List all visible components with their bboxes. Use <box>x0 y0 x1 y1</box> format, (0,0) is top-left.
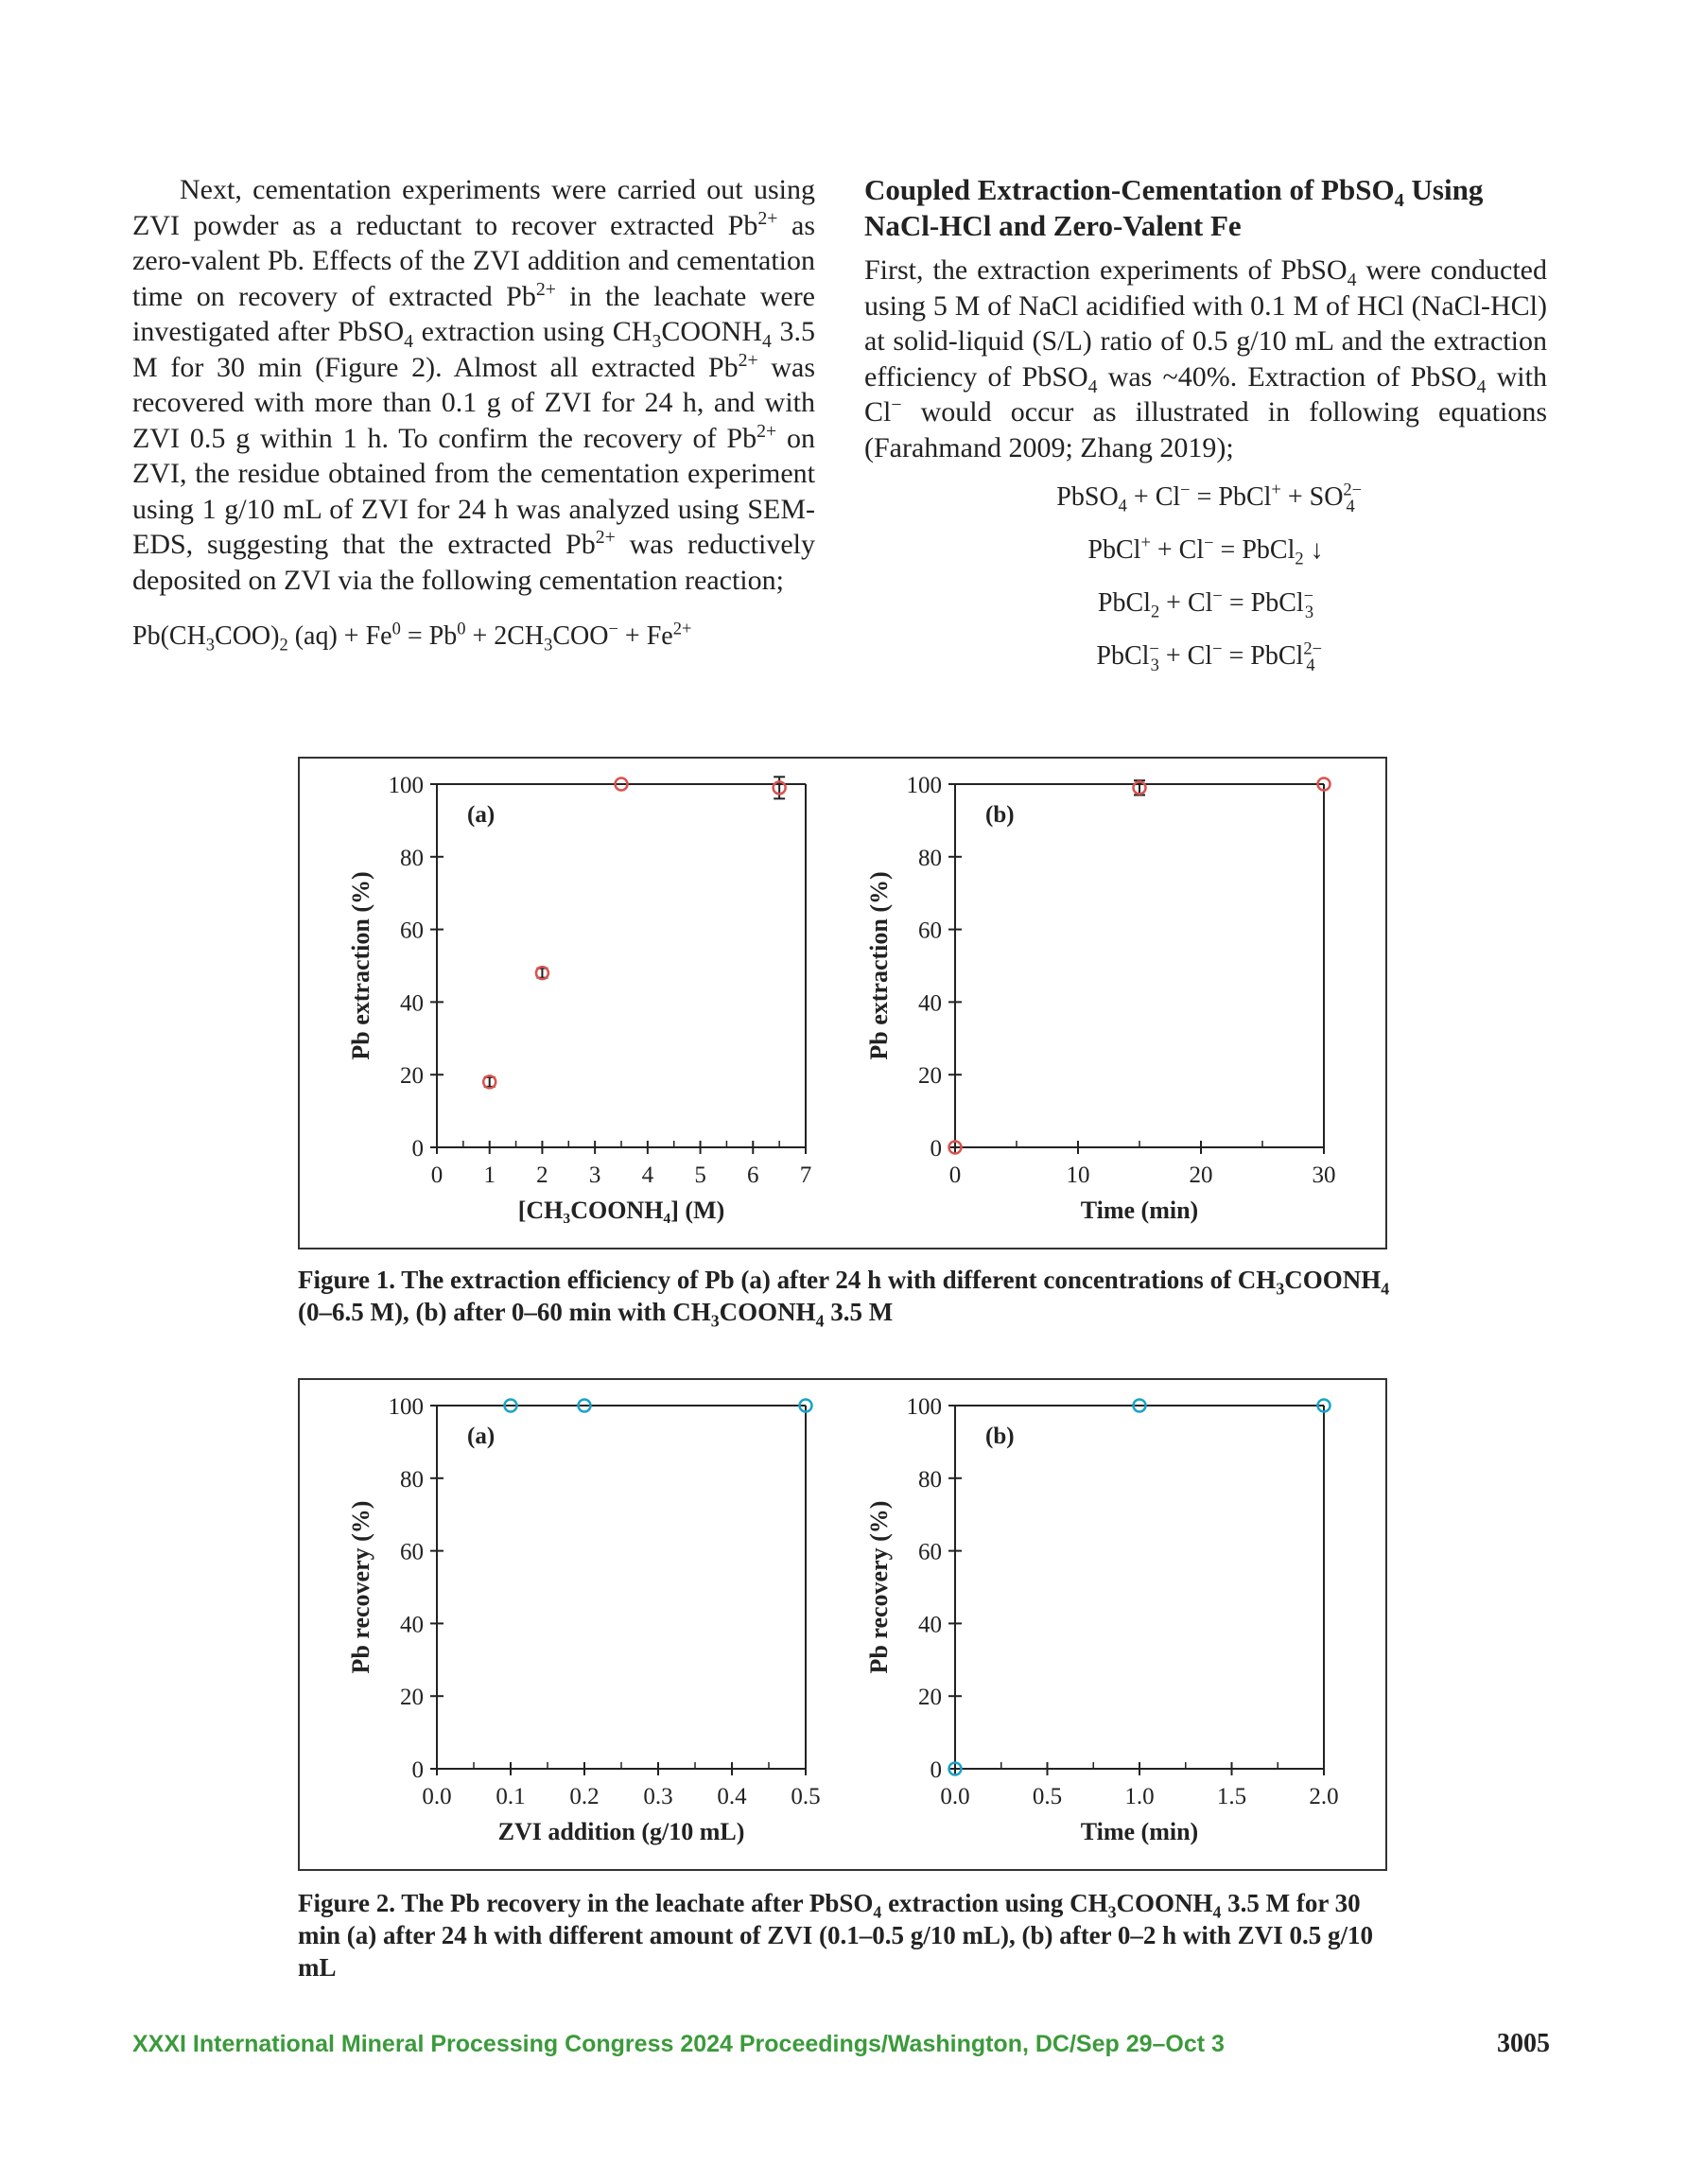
x-tick-label: 0.5 <box>1032 1784 1063 1809</box>
footer-proceedings: XXXI International Mineral Processing Congress 2024 Proceedings/Washington, DC/Sep 29–Oct 3 <box>132 2031 1225 2057</box>
right-column <box>864 172 1547 683</box>
panel-label: (a) <box>467 802 496 828</box>
y-tick-label: 80 <box>918 845 942 871</box>
chart-panel-fig2-a <box>347 1394 821 1845</box>
y-tick-label: 20 <box>918 1685 942 1711</box>
figure-1-charts <box>300 759 1385 1248</box>
y-tick-label: 60 <box>400 917 424 944</box>
y-tick-label: 80 <box>400 845 424 871</box>
x-tick-label: 0.3 <box>643 1784 673 1809</box>
x-tick-label: 2 <box>536 1162 548 1188</box>
panel-label: (b) <box>985 802 1015 828</box>
chart-panel-fig1-a <box>347 773 811 1224</box>
x-tick-label: 20 <box>1189 1162 1213 1188</box>
y-tick-label: 60 <box>918 917 942 944</box>
x-tick-label: 30 <box>1312 1162 1336 1188</box>
x-tick-label: 4 <box>641 1162 654 1188</box>
x-tick-label: 0.4 <box>717 1784 747 1809</box>
y-tick-label: 20 <box>918 1063 942 1090</box>
y-tick-label: 40 <box>918 1612 942 1638</box>
figure-1 <box>298 757 1387 1249</box>
x-tick-label: 1.0 <box>1124 1784 1155 1809</box>
y-axis-label: Pb extraction (%) <box>865 871 893 1060</box>
y-tick-label: 100 <box>906 1394 942 1420</box>
x-tick-label: 0.5 <box>791 1784 821 1809</box>
body-paragraph-cementation: Next, cementation experiments were carried out using ZVI powder as a reductant to recover extracted $Pb^{2+}$ as zero-valent Pb. Effects of the ZVI addition and cementation time on recovery of extracted $Pb^{2+}$ in the leachate were investigated after PbSO$_4$ extraction using $CH_3COONH_4$ 3.5 M for 30 min (Figure 2). Almost all extracted $Pb^{2+}$ was recovered with more than 0.1 g of ZVI for 24 h, and with ZVI 0.5 g within 1 h. To confirm the recovery of $Pb^{2+}$ on ZVI, the residue obtained from the cementation experiment using 1 g/10 mL of ZVI for 24 h was analyzed using SEM-EDS, suggesting that the extracted $Pb^{2+}$ was reductively deposited on ZVI via the following cementation reaction; <box>132 174 816 596</box>
equation-2: PbCl+ + Cl− = PbCl$_2$ ↓ <box>1087 533 1324 568</box>
y-tick-label: 0 <box>411 1757 424 1783</box>
x-axis-label: Time (min) <box>1080 1818 1199 1845</box>
figure-2-caption: Figure 2. The Pb recovery in the leachate after PbSO$_4$ extraction using $CH_3COONH_4$ 3.5 M for 30 min (a) after 24 h with different amount of ZVI (0.1–0.5 g/10 mL), (b) after 0–2 h with ZVI 0.5 g/10 mL <box>298 1889 1373 1982</box>
panel-label: (a) <box>467 1424 496 1449</box>
chloride-equations <box>864 471 1547 683</box>
y-tick-label: 100 <box>388 773 424 798</box>
y-tick-label: 100 <box>388 1394 424 1420</box>
figure-2-charts <box>300 1380 1385 1869</box>
y-tick-label: 80 <box>918 1466 942 1493</box>
y-tick-label: 0 <box>930 1757 942 1783</box>
x-tick-label: 0.1 <box>496 1784 526 1809</box>
y-tick-label: 40 <box>918 990 942 1017</box>
equation-3: PbCl$_2$ + Cl− = PbCl−$_3$ <box>1097 585 1314 621</box>
x-axis-label: [CH₃COONH₄] (M) <box>517 1197 725 1224</box>
body-paragraph-extraction: First, the extraction experiments of PbSO$_4$ were conducted using 5 M of NaCl acidified with 0.1 M of HCl (NaCl-HCl) at solid-liquid (S/L) ratio of 0.5 g/10 mL and the extraction efficiency of PbSO$_4$ was ~40%. Extraction of PbSO$_4$ with Cl− would occur as illustrated in following equations (Farahmand 2009; Zhang 2019); <box>864 254 1547 463</box>
x-tick-label: 1 <box>483 1162 496 1188</box>
y-tick-label: 40 <box>400 990 424 1017</box>
x-axis-label: Time (min) <box>1080 1197 1199 1224</box>
page-number: 3005 <box>1497 2029 1550 2058</box>
equation-1: PbSO$_4$ + Cl− = PbCl+ + $SO^{2-}_4$ <box>1056 480 1363 515</box>
y-axis-label: Pb extraction (%) <box>347 871 374 1060</box>
figure-2 <box>298 1378 1387 1871</box>
y-tick-label: 80 <box>400 1466 424 1493</box>
x-tick-label: 2.0 <box>1309 1784 1339 1809</box>
left-column <box>132 172 815 655</box>
x-tick-label: 0 <box>948 1162 962 1188</box>
cementation-equation: $Pb(CH_3COO)_2$ $(aq) + Fe^0 = Pb^0 + 2CH_3COO^- + Fe^{2+}$ <box>132 619 692 655</box>
chart-panel-fig1-b <box>865 773 1336 1224</box>
y-tick-label: 60 <box>918 1539 942 1565</box>
y-tick-label: 0 <box>930 1136 942 1162</box>
x-tick-label: 1.5 <box>1216 1784 1247 1809</box>
x-tick-label: 0.2 <box>569 1784 600 1809</box>
y-tick-label: 20 <box>400 1063 424 1090</box>
x-tick-label: 6 <box>747 1162 759 1188</box>
y-tick-label: 20 <box>400 1685 424 1711</box>
y-axis-label: Pb recovery (%) <box>347 1500 374 1674</box>
y-axis-label: Pb recovery (%) <box>865 1500 893 1674</box>
figure-1-caption: Figure 1. The extraction efficiency of Pb (a) after 24 h with different concentrations of $CH_3COONH_4$ (0–6.5 M), (b) after 0–60 min with $CH_3COONH_4$ 3.5 M <box>298 1266 1390 1331</box>
panel-label: (b) <box>985 1424 1015 1449</box>
x-tick-label: 5 <box>694 1162 706 1188</box>
equation-4: PbCl−$_3$ + Cl− = PbCl$^{2-}_4$ <box>1096 638 1322 674</box>
x-tick-label: 0.0 <box>940 1784 970 1809</box>
x-tick-label: 0.0 <box>422 1784 452 1809</box>
section-heading: Coupled Extraction-Cementation of PbSO$_4$ Using NaCl-HCl and Zero-Valent Fe <box>864 173 1484 242</box>
chart-panel-fig2-b <box>865 1394 1339 1845</box>
x-tick-label: 7 <box>799 1162 812 1188</box>
y-tick-label: 40 <box>400 1612 424 1638</box>
y-tick-label: 60 <box>400 1539 424 1565</box>
y-tick-label: 100 <box>906 773 942 798</box>
x-tick-label: 3 <box>588 1162 601 1188</box>
x-axis-label: ZVI addition (g/10 mL) <box>497 1818 745 1845</box>
x-tick-label: 10 <box>1066 1162 1090 1188</box>
y-tick-label: 0 <box>411 1136 424 1162</box>
x-tick-label: 0 <box>430 1162 443 1188</box>
